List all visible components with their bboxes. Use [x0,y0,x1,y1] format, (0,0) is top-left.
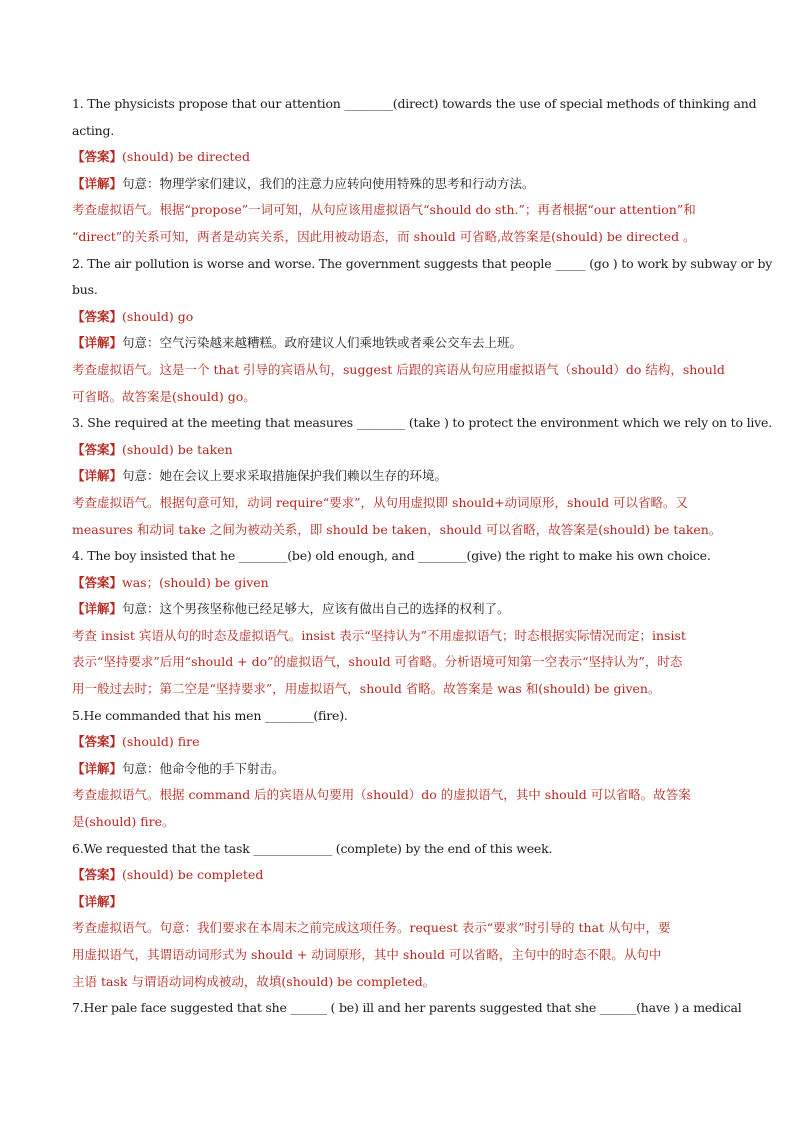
detail-6-line-2: 用虚拟语气，其谓语动词形式为 should + 动词原形，其中 should 可以省略，主句中的时态不限。从句中 [72,947,662,962]
detail-1-meaning: 句意：物理学家们建议，我们的注意力应转向使用特殊的思考和行动方法。 [122,175,535,191]
detail-tag: 【详解】 [72,468,123,484]
question-1-line-2: acting. [72,122,115,138]
detail-4-line-3: 用一般过去时；第二空是“坚持要求”，用虚拟语气，should 省略。故答案是 was 和(should) be given。 [72,681,661,697]
detail-3-line-2: measures 和动词 take 之间为被动关系，即 should be taken，should 可以省略，故答案是(should) be taken。 [72,521,722,537]
question-5-line-1: 5.He commanded that his men ________(fire). [72,707,348,723]
detail-3-meaning: 句意：她在会议上要求采取措施保护我们赖以生存的环境。 [122,468,448,484]
detail-6-line-3: 主语 task 与谓语动词构成被动，故填(should) be completed。 [72,973,436,989]
answer-6-text: (should) be completed [122,867,264,883]
answer-tag: 【答案】 [72,574,123,590]
question-2-line-1: 2. The air pollution is worse and worse. The government suggests that people _____ (go ) to work by subway or by [72,255,773,271]
answer-tag: 【答案】 [72,734,123,750]
answer-5-text: (should) fire [122,734,200,750]
detail-6-line-1: 考查虚拟语气。句意：我们要求在本周末之前完成这项任务。request 表示“要求”时引导的 that 从句中，要 [72,920,671,936]
answer-tag: 【答案】 [72,441,123,457]
detail-2-meaning: 句意：空气污染越来越糟糕。政府建议人们乘地铁或者乘公交车去上班。 [122,335,523,351]
detail-3-line-1: 考查虚拟语气。根据句意可知，动词 require“要求”，从句用虚拟即 should+动词原形，should 可以省略。又 [72,494,689,510]
answer-1 [72,144,724,171]
detail-5-line-1: 考查虚拟语气。根据 command 后的宾语从句要用（should）do 的虚拟语气，其中 should 可以省略。故答案 [72,787,691,803]
detail-1-line-1: 考查虚拟语气。根据“propose”一词可知，从句应该用虚拟语气“should do sth.”；再者根据“our attention”和 [72,202,696,218]
question-6-line-1: 6.We requested that the task _____________ (complete) by the end of this week. [72,840,553,856]
detail-3-heading [72,463,724,490]
detail-2-line-2: 可省略。故答案是(should) go。 [72,388,256,404]
question-1-line-1: 1. The physicists propose that our attention ________(direct) towards the use of special methods of thinking and [72,96,757,111]
detail-1-heading [72,171,724,198]
detail-tag: 【详解】 [72,893,123,909]
detail-4-line-1: 考查 insist 宾语从句的时态及虚拟语气。insist 表示“坚持认为”不用虚拟语气；时态根据实际情况而定；insist [72,627,686,643]
answer-2-text: (should) go [122,308,194,324]
document-page [72,91,773,1022]
detail-2-line-1: 考查虚拟语气。这是一个 that 引导的宾语从句，suggest 后跟的宾语从句应用虚拟语气（should）do 结构，should [72,361,725,377]
detail-5-line-2: 是(should) fire。 [72,814,175,830]
detail-4-meaning: 句意：这个男孩坚称他已经足够大，应该有做出自己的选择的权利了。 [122,601,510,617]
detail-1-line-2: “direct”的关系可知，两者是动宾关系，因此用被动语态，而 should 可省略,故答案是(should) be directed 。 [72,228,696,244]
answer-6 [72,862,724,889]
answer-2 [72,304,724,331]
answer-4-text: was；(should) be given [122,574,269,590]
answer-tag: 【答案】 [72,308,123,324]
question-3-line-1: 3. She required at the meeting that measures ________ (take ) to protect the environment which we rely on to live. [72,415,773,431]
answer-5 [72,729,724,756]
answer-tag: 【答案】 [72,149,123,165]
detail-tag: 【详解】 [72,335,123,351]
answer-tag: 【答案】 [72,867,123,883]
detail-4-heading [72,596,724,623]
question-4-line-1: 4. The boy insisted that he ________(be) old enough, and ________(give) the right to make his own choice. [72,548,711,564]
question-7-line-1: 7.Her pale face suggested that she ______ ( be) ill and her parents suggested that she ______(have ) a medical [72,1000,742,1016]
answer-1-text: (should) be directed [122,149,250,165]
detail-tag: 【详解】 [72,601,123,617]
detail-5-heading [72,756,724,783]
detail-tag: 【详解】 [72,760,123,776]
detail-5-meaning: 句意：他命令他的手下射击。 [122,760,285,776]
answer-4 [72,570,724,597]
detail-2-heading [72,330,724,357]
question-2-line-2: bus. [72,282,98,298]
answer-3 [72,437,724,464]
detail-4-line-2: 表示“坚持要求”后用“should + do”的虚拟语气，should 可省略。分析语境可知第一空表示“坚持认为”，时态 [72,654,683,670]
detail-tag: 【详解】 [72,175,123,191]
detail-6-heading [72,889,724,916]
answer-3-text: (should) be taken [122,441,233,457]
